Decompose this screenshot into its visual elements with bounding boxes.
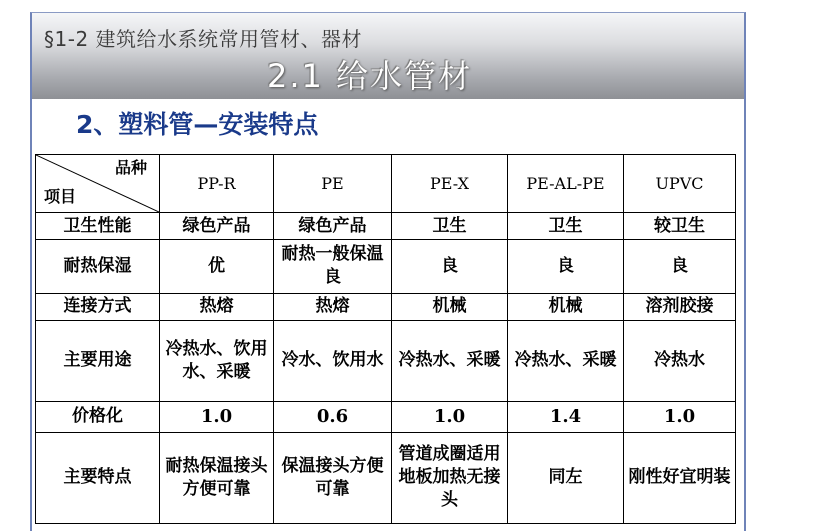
- table-row: [36, 432, 736, 523]
- table-cell: 优: [160, 239, 274, 293]
- column-header: PE: [274, 155, 392, 213]
- row-label: 卫生性能: [36, 213, 160, 240]
- table-cell: 良: [508, 239, 624, 293]
- pipe-comparison-table: [35, 154, 736, 524]
- table-cell: 0.6: [274, 401, 392, 432]
- column-header: PP-R: [160, 155, 274, 213]
- table-cell: 保温接头方便可靠: [274, 432, 392, 523]
- corner-bottom-label: 项目: [44, 187, 77, 207]
- table-cell: 机械: [508, 293, 624, 320]
- column-header: PE-AL-PE: [508, 155, 624, 213]
- table-cell: 机械: [392, 293, 508, 320]
- slide: [30, 12, 746, 531]
- table-row: [36, 293, 736, 320]
- row-label: 主要特点: [36, 432, 160, 523]
- table-cell: 绿色产品: [274, 213, 392, 240]
- row-label: 连接方式: [36, 293, 160, 320]
- row-label: 价格化: [36, 401, 160, 432]
- table-cell: 溶剂胶接: [624, 293, 736, 320]
- corner-top-label: 品种: [114, 158, 147, 177]
- table-cell: 1.0: [160, 401, 274, 432]
- table-cell: 刚性好宜明装: [624, 432, 736, 523]
- row-label: 耐热保湿: [36, 239, 160, 293]
- header-title: 2.1 给水管材: [267, 57, 473, 95]
- column-header: UPVC: [624, 155, 736, 213]
- table-cell: 热熔: [274, 293, 392, 320]
- table-row: [36, 213, 736, 240]
- table-cell: 冷热水、采暖: [392, 320, 508, 401]
- table-cell: 1.0: [624, 401, 736, 432]
- table-cell: 冷热水、饮用水、采暖: [160, 320, 274, 401]
- section-title: 2、塑料管—安装特点: [76, 110, 319, 139]
- table-cell: 冷水、饮用水: [274, 320, 392, 401]
- row-label: 主要用途: [36, 320, 160, 401]
- table-cell: 良: [624, 239, 736, 293]
- table-cell: 同左: [508, 432, 624, 523]
- header-subtitle: §1-2 建筑给水系统常用管材、器材: [44, 27, 363, 51]
- table-cell: 1.4: [508, 401, 624, 432]
- table-cell: 耐热保温接头方便可靠: [160, 432, 274, 523]
- table-cell: 管道成圈适用地板加热无接头: [392, 432, 508, 523]
- table-cell: 卫生: [508, 213, 624, 240]
- table-row: [36, 320, 736, 401]
- table-cell: 绿色产品: [160, 213, 274, 240]
- table-corner-cell: [36, 155, 160, 213]
- table-cell: 1.0: [392, 401, 508, 432]
- table-cell: 耐热一般保温良: [274, 239, 392, 293]
- table-cell: 较卫生: [624, 213, 736, 240]
- table-row: [36, 401, 736, 432]
- table-cell: 卫生: [392, 213, 508, 240]
- column-header: PE-X: [392, 155, 508, 213]
- table-cell: 热熔: [160, 293, 274, 320]
- table-header-row: [36, 155, 736, 213]
- slide-header: [32, 13, 744, 99]
- table-row: [36, 239, 736, 293]
- table-cell: 良: [392, 239, 508, 293]
- table-cell: 冷热水、采暖: [508, 320, 624, 401]
- table-cell: 冷热水: [624, 320, 736, 401]
